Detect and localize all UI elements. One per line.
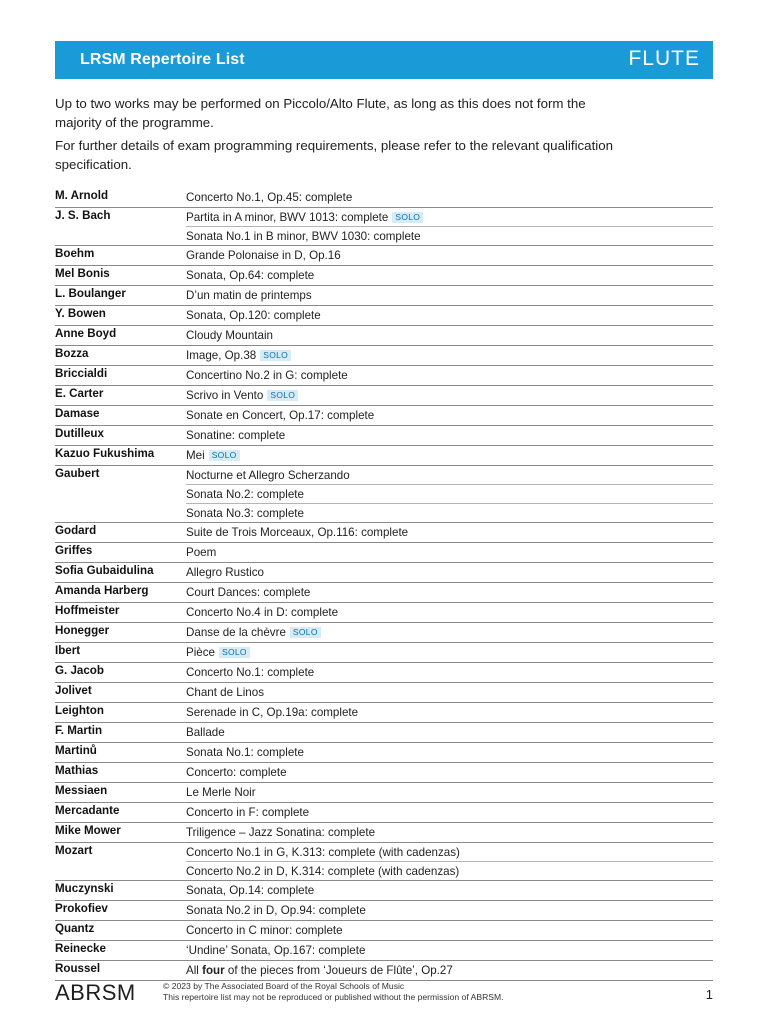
work-title: Grande Polonaise in D, Op.16 bbox=[186, 249, 341, 262]
composer-name: Mathias bbox=[55, 763, 186, 783]
work-cell bbox=[186, 743, 713, 763]
table-row bbox=[55, 266, 713, 286]
composer-name: Amanda Harberg bbox=[55, 583, 186, 603]
composer-name: Prokofiev bbox=[55, 901, 186, 921]
composer-name: Sofia Gubaidulina bbox=[55, 563, 186, 583]
work-title: Concerto: complete bbox=[186, 766, 287, 779]
work-cell bbox=[186, 426, 713, 446]
reproduction-notice: This repertoire list may not be reproduced or published without the permission of ABRSM. bbox=[163, 991, 504, 1002]
work-title: Triligence – Jazz Sonatina: complete bbox=[186, 826, 376, 839]
footer-legal bbox=[163, 981, 504, 1002]
table-row bbox=[55, 543, 713, 563]
work-cell bbox=[186, 227, 713, 246]
solo-badge: SOLO bbox=[260, 350, 291, 361]
composer-name: Damase bbox=[55, 406, 186, 426]
table-row bbox=[55, 306, 713, 326]
composer-name: Jolivet bbox=[55, 683, 186, 703]
composer-name: Bozza bbox=[55, 346, 186, 366]
table-row bbox=[55, 763, 713, 783]
table-row bbox=[55, 921, 713, 941]
table-row bbox=[55, 683, 713, 703]
table-row bbox=[55, 663, 713, 683]
composer-name: Roussel bbox=[55, 961, 186, 981]
instrument-title: FLUTE bbox=[628, 47, 700, 70]
table-row bbox=[55, 366, 713, 386]
composer-name: G. Jacob bbox=[55, 663, 186, 683]
composer-name: Quantz bbox=[55, 921, 186, 941]
composer-name: Anne Boyd bbox=[55, 326, 186, 346]
solo-badge: SOLO bbox=[290, 627, 321, 638]
work-cell bbox=[186, 188, 713, 208]
composer-name: Messiaen bbox=[55, 783, 186, 803]
table-row bbox=[55, 823, 713, 843]
work-cell bbox=[186, 823, 713, 843]
table-row bbox=[55, 286, 713, 306]
work-title: Sonata, Op.14: complete bbox=[186, 884, 315, 897]
intro-paragraph-requirements: For further details of exam programming requirements, please refer to the relevant qualification specification. bbox=[55, 138, 614, 172]
page-number: 1 bbox=[705, 987, 713, 1002]
table-row bbox=[55, 703, 713, 723]
composer-name: Ibert bbox=[55, 643, 186, 663]
work-title: Le Merle Noir bbox=[186, 786, 256, 799]
work-title: Concerto No.2 in D, K.314: complete (with cadenzas) bbox=[186, 864, 460, 878]
table-row bbox=[55, 446, 713, 466]
work-cell bbox=[186, 881, 713, 901]
work-title: Concerto No.1: complete bbox=[186, 666, 315, 679]
work-title: Concertino No.2 in G: complete bbox=[186, 369, 348, 382]
work-cell bbox=[186, 843, 713, 862]
table-row bbox=[55, 743, 713, 763]
table-row bbox=[55, 563, 713, 583]
work-cell bbox=[186, 563, 713, 583]
work-title: Cloudy Mountain bbox=[186, 329, 274, 342]
composer-name: J. S. Bach bbox=[55, 208, 186, 246]
work-cell bbox=[186, 246, 713, 266]
work-title: Allegro Rustico bbox=[186, 566, 264, 579]
work-title: D’un matin de printemps bbox=[186, 289, 312, 302]
work-title-emphasis: four bbox=[202, 964, 225, 977]
work-title: Chant de Linos bbox=[186, 686, 264, 699]
work-title: Court Dances: complete bbox=[186, 586, 311, 599]
work-title: Danse de la chèvre bbox=[186, 626, 286, 639]
work-cell bbox=[186, 366, 713, 386]
work-title: Serenade in C, Op.19a: complete bbox=[186, 706, 359, 719]
work-cell bbox=[186, 208, 713, 227]
work-title: Sonata No.3: complete bbox=[186, 506, 304, 520]
composer-name: Mike Mower bbox=[55, 823, 186, 843]
composer-name: Boehm bbox=[55, 246, 186, 266]
work-title: Sonata No.2: complete bbox=[186, 487, 304, 501]
work-cell bbox=[186, 504, 713, 523]
work-cell bbox=[186, 643, 713, 663]
work-title: Partita in A minor, BWV 1013: complete bbox=[186, 210, 389, 224]
table-row bbox=[55, 941, 713, 961]
work-title: Scrivo in Vento bbox=[186, 389, 264, 402]
work-cell bbox=[186, 901, 713, 921]
work-cell bbox=[186, 485, 713, 504]
table-row bbox=[55, 523, 713, 543]
composer-name: L. Boulanger bbox=[55, 286, 186, 306]
work-title: Concerto No.1, Op.45: complete bbox=[186, 191, 353, 204]
table-row bbox=[55, 881, 713, 901]
table-row bbox=[55, 603, 713, 623]
table-row bbox=[55, 583, 713, 603]
table-row bbox=[55, 623, 713, 643]
table-row bbox=[55, 803, 713, 823]
work-cell bbox=[186, 703, 713, 723]
table-row bbox=[55, 843, 713, 862]
work-title: Nocturne et Allegro Scherzando bbox=[186, 468, 350, 482]
table-row bbox=[55, 346, 713, 366]
work-cell bbox=[186, 623, 713, 643]
composer-name: Griffes bbox=[55, 543, 186, 563]
composer-name: Gaubert bbox=[55, 466, 186, 523]
table-row bbox=[55, 246, 713, 266]
work-cell bbox=[186, 406, 713, 426]
work-cell bbox=[186, 663, 713, 683]
table-row bbox=[55, 901, 713, 921]
work-title: Suite de Trois Morceaux, Op.116: complete bbox=[186, 526, 409, 539]
work-cell bbox=[186, 961, 713, 981]
intro-paragraph-piccolo: Up to two works may be performed on Piccolo/Alto Flute, as long as this does not form the majority of the programme. bbox=[55, 96, 586, 130]
work-cell bbox=[186, 286, 713, 306]
composer-name: Hoffmeister bbox=[55, 603, 186, 623]
copyright-text: © 2023 by The Associated Board of the Royal Schools of Music bbox=[163, 981, 405, 991]
work-cell bbox=[186, 446, 713, 466]
work-cell bbox=[186, 523, 713, 543]
table-row bbox=[55, 783, 713, 803]
composer-name: Martinů bbox=[55, 743, 186, 763]
composer-name: Kazuo Fukushima bbox=[55, 446, 186, 466]
work-cell bbox=[186, 783, 713, 803]
work-cell bbox=[186, 763, 713, 783]
work-cell bbox=[186, 583, 713, 603]
work-cell bbox=[186, 266, 713, 286]
composer-name: Mel Bonis bbox=[55, 266, 186, 286]
abrsm-logo: ABRSM bbox=[55, 980, 136, 1005]
composer-name: Leighton bbox=[55, 703, 186, 723]
work-cell bbox=[186, 326, 713, 346]
work-title: ‘Undine’ Sonata, Op.167: complete bbox=[186, 944, 366, 957]
repertoire-table-body bbox=[55, 188, 713, 981]
table-row bbox=[55, 466, 713, 485]
composer-name: Honegger bbox=[55, 623, 186, 643]
composer-name: Muczynski bbox=[55, 881, 186, 901]
work-title: Sonata No.2 in D, Op.94: complete bbox=[186, 904, 366, 917]
composer-name: Briccialdi bbox=[55, 366, 186, 386]
work-cell bbox=[186, 466, 713, 485]
work-title-continued: of the pieces from ‘Joueurs de Flûte’, Op.27 bbox=[224, 964, 453, 977]
table-row bbox=[55, 643, 713, 663]
composer-name: F. Martin bbox=[55, 723, 186, 743]
composer-name: Mercadante bbox=[55, 803, 186, 823]
work-title: All bbox=[186, 964, 203, 977]
work-title: Poem bbox=[186, 546, 217, 559]
work-title: Pièce bbox=[186, 646, 216, 659]
table-row bbox=[55, 961, 713, 981]
work-title: Sonata, Op.64: complete bbox=[186, 269, 315, 282]
work-cell bbox=[186, 723, 713, 743]
composer-name: Y. Bowen bbox=[55, 306, 186, 326]
table-row bbox=[55, 723, 713, 743]
work-title: Concerto No.4 in D: complete bbox=[186, 606, 339, 619]
work-cell bbox=[186, 803, 713, 823]
composer-name: Dutilleux bbox=[55, 426, 186, 446]
work-title: Image, Op.38 bbox=[186, 349, 257, 362]
composer-name: Mozart bbox=[55, 843, 186, 881]
solo-badge: SOLO bbox=[219, 647, 250, 658]
work-title: Sonate en Concert, Op.17: complete bbox=[186, 409, 375, 422]
work-cell bbox=[186, 683, 713, 703]
composer-name: E. Carter bbox=[55, 386, 186, 406]
work-cell bbox=[186, 603, 713, 623]
table-row bbox=[55, 326, 713, 346]
work-cell bbox=[186, 543, 713, 563]
work-title: Concerto No.1 in G, K.313: complete (with cadenzas) bbox=[186, 845, 460, 859]
header-bar bbox=[55, 41, 713, 79]
work-cell bbox=[186, 941, 713, 961]
work-title: Sonata, Op.120: complete bbox=[186, 309, 321, 322]
work-cell bbox=[186, 346, 713, 366]
work-title: Sonata No.1: complete bbox=[186, 746, 304, 759]
work-title: Concerto in F: complete bbox=[186, 806, 310, 819]
solo-badge: SOLO bbox=[392, 212, 423, 223]
table-row bbox=[55, 426, 713, 446]
work-title: Sonata No.1 in B minor, BWV 1030: complete bbox=[186, 229, 421, 243]
table-row bbox=[55, 386, 713, 406]
composer-name: Godard bbox=[55, 523, 186, 543]
table-row bbox=[55, 406, 713, 426]
composer-name: M. Arnold bbox=[55, 188, 186, 208]
page-title: LRSM Repertoire List bbox=[80, 51, 245, 68]
table-row bbox=[55, 208, 713, 227]
composer-name: Reinecke bbox=[55, 941, 186, 961]
solo-badge: SOLO bbox=[209, 450, 240, 461]
work-title: Mei bbox=[186, 449, 205, 462]
repertoire-table bbox=[55, 188, 713, 981]
work-cell bbox=[186, 306, 713, 326]
work-title: Sonatine: complete bbox=[186, 429, 286, 442]
work-cell bbox=[186, 862, 713, 881]
solo-badge: SOLO bbox=[267, 390, 298, 401]
work-title: Ballade bbox=[186, 726, 225, 739]
work-cell bbox=[186, 921, 713, 941]
table-row bbox=[55, 188, 713, 208]
work-cell bbox=[186, 386, 713, 406]
work-title: Concerto in C minor: complete bbox=[186, 924, 343, 937]
